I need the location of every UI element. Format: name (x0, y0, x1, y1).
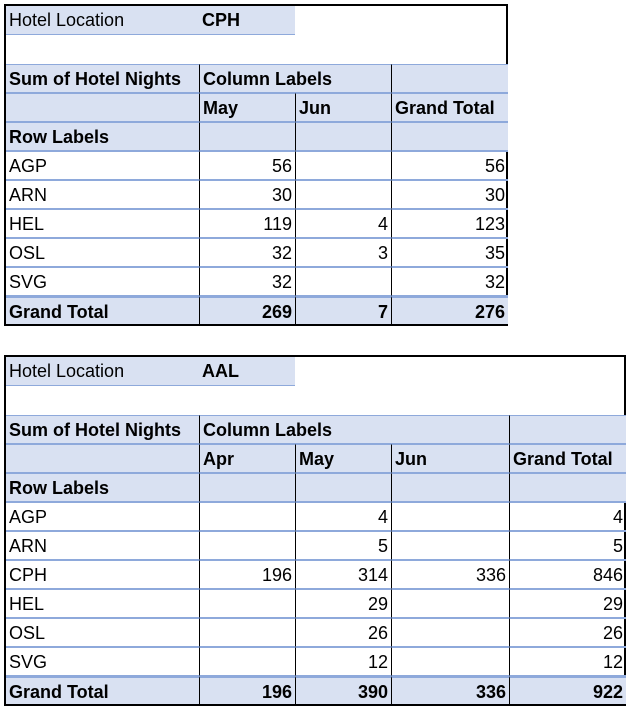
header-blank-cell (391, 64, 508, 93)
header-blank-cell (295, 122, 391, 151)
value-cell (199, 647, 295, 676)
column-labels-header[interactable]: Column Labels (199, 64, 391, 93)
row-label[interactable]: SVG (6, 647, 199, 676)
filter-row (6, 6, 506, 35)
row-label[interactable]: ARN (6, 180, 199, 209)
value-cell: 4 (509, 502, 626, 531)
grand-total-value: 276 (391, 296, 508, 324)
column-header[interactable]: Grand Total (391, 93, 508, 122)
header-blank-cell (6, 93, 199, 122)
value-cell: 5 (509, 531, 626, 560)
row-label[interactable]: HEL (6, 589, 199, 618)
row-label[interactable]: HEL (6, 209, 199, 238)
grand-total-row (6, 676, 624, 704)
header-row-measure (6, 64, 506, 93)
header-row-measure (6, 415, 624, 444)
value-cell: 26 (509, 618, 626, 647)
header-blank-cell (391, 122, 508, 151)
row-labels-header[interactable]: Row Labels (6, 473, 199, 502)
value-cell (391, 531, 509, 560)
column-header[interactable]: May (295, 444, 391, 473)
header-row-columns (6, 444, 624, 473)
grand-total-label[interactable]: Grand Total (6, 296, 199, 324)
column-header[interactable]: May (199, 93, 295, 122)
grand-total-value: 269 (199, 296, 295, 324)
table-row (6, 209, 506, 238)
header-blank-cell (295, 473, 391, 502)
header-row-labels (6, 473, 624, 502)
grand-total-row (6, 296, 506, 324)
grand-total-value: 336 (391, 676, 509, 704)
filter-value[interactable]: CPH (199, 6, 295, 35)
value-cell (391, 589, 509, 618)
table-row (6, 531, 624, 560)
grand-total-value: 7 (295, 296, 391, 324)
table-row (6, 647, 624, 676)
table-row (6, 618, 624, 647)
filter-label: Hotel Location (6, 357, 199, 386)
value-cell: 12 (295, 647, 391, 676)
filter-value[interactable]: AAL (199, 357, 295, 386)
value-cell: 119 (199, 209, 295, 238)
value-cell: 30 (391, 180, 508, 209)
value-cell: 32 (199, 238, 295, 267)
measure-label: Sum of Hotel Nights (6, 64, 199, 93)
row-label[interactable]: OSL (6, 238, 199, 267)
header-row-columns (6, 93, 506, 122)
value-cell (199, 589, 295, 618)
column-header[interactable]: Apr (199, 444, 295, 473)
header-blank-cell (199, 473, 295, 502)
value-cell: 196 (199, 560, 295, 589)
row-label[interactable]: CPH (6, 560, 199, 589)
value-cell: 32 (199, 267, 295, 296)
row-label[interactable]: AGP (6, 502, 199, 531)
value-cell: 26 (295, 618, 391, 647)
row-label[interactable]: ARN (6, 531, 199, 560)
value-cell: 4 (295, 209, 391, 238)
grand-total-value: 196 (199, 676, 295, 704)
header-blank-cell (6, 444, 199, 473)
table-row (6, 560, 624, 589)
filter-label: Hotel Location (6, 6, 199, 35)
header-blank-cell (391, 473, 509, 502)
value-cell (199, 502, 295, 531)
value-cell (295, 151, 391, 180)
row-labels-header[interactable]: Row Labels (6, 122, 199, 151)
value-cell: 12 (509, 647, 626, 676)
header-blank-cell (509, 473, 626, 502)
value-cell (295, 267, 391, 296)
value-cell: 32 (391, 267, 508, 296)
header-blank-cell (509, 415, 626, 444)
table-row (6, 238, 506, 267)
value-cell: 314 (295, 560, 391, 589)
header-row-labels (6, 122, 506, 151)
value-cell: 5 (295, 531, 391, 560)
value-cell (391, 618, 509, 647)
value-cell: 30 (199, 180, 295, 209)
column-header[interactable]: Jun (391, 444, 509, 473)
row-label[interactable]: AGP (6, 151, 199, 180)
value-cell: 4 (295, 502, 391, 531)
filter-row (6, 357, 624, 386)
row-label[interactable]: OSL (6, 618, 199, 647)
value-cell: 56 (199, 151, 295, 180)
value-cell (391, 647, 509, 676)
column-header[interactable]: Jun (295, 93, 391, 122)
value-cell: 29 (509, 589, 626, 618)
row-label[interactable]: SVG (6, 267, 199, 296)
value-cell: 35 (391, 238, 508, 267)
table-row (6, 502, 624, 531)
value-cell: 846 (509, 560, 626, 589)
grand-total-value: 922 (509, 676, 626, 704)
table-row (6, 589, 624, 618)
header-blank-cell (199, 122, 295, 151)
value-cell (199, 531, 295, 560)
value-cell (199, 618, 295, 647)
grand-total-label[interactable]: Grand Total (6, 676, 199, 704)
table-row (6, 151, 506, 180)
measure-label: Sum of Hotel Nights (6, 415, 199, 444)
table-row (6, 180, 506, 209)
value-cell (295, 180, 391, 209)
value-cell: 3 (295, 238, 391, 267)
column-labels-header[interactable]: Column Labels (199, 415, 509, 444)
value-cell (391, 502, 509, 531)
column-header[interactable]: Grand Total (509, 444, 626, 473)
grand-total-value: 390 (295, 676, 391, 704)
pivot-table-aal (4, 355, 626, 706)
value-cell: 123 (391, 209, 508, 238)
table-row (6, 267, 506, 296)
value-cell: 29 (295, 589, 391, 618)
pivot-table-cph (4, 4, 508, 326)
value-cell: 56 (391, 151, 508, 180)
value-cell: 336 (391, 560, 509, 589)
